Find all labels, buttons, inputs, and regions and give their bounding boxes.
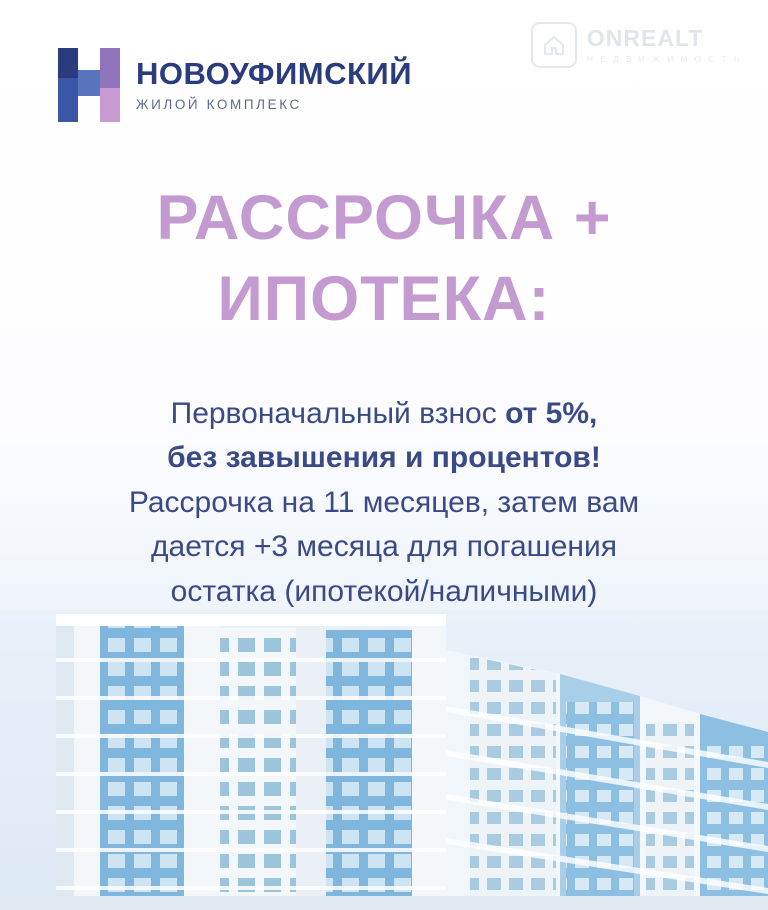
offer-line-2 (52, 436, 716, 480)
residential-building-photo (0, 610, 768, 910)
brand-subtitle: ЖИЛОЙ КОМПЛЕКС (136, 97, 302, 113)
headline (0, 178, 768, 339)
house-icon (531, 22, 577, 68)
watermark-tagline: Н Е Д В И Ж И М О С Т Ь (586, 53, 742, 64)
offer-line-1 (52, 392, 716, 436)
watermark-text (586, 24, 742, 64)
brand-logo-text (136, 58, 412, 112)
brand-logo (58, 48, 412, 122)
offer-line-1-plain: Первоначальный взнос (170, 397, 506, 430)
headline-line-2: ИПОТЕКА: (217, 263, 551, 334)
offer-line-3: Рассрочка на 11 месяцев, затем вам (128, 485, 640, 519)
headline-line-1: РАССРОЧКА + (156, 183, 612, 253)
offer-line-1-bold: от 5%, (505, 397, 598, 430)
offer-line-4: дается +3 месяца для погашения (151, 530, 617, 564)
watermark (531, 22, 742, 68)
n-monogram-icon (58, 48, 120, 122)
offer-line-5: остатка (ипотекой/наличными) (170, 574, 598, 608)
watermark-brand: ONREALT (586, 24, 704, 51)
offer-description (0, 392, 768, 614)
brand-name: НОВОУФИМСКИЙ (136, 56, 412, 92)
offer-line-2-bold: без завышения и процентов! (167, 441, 601, 475)
